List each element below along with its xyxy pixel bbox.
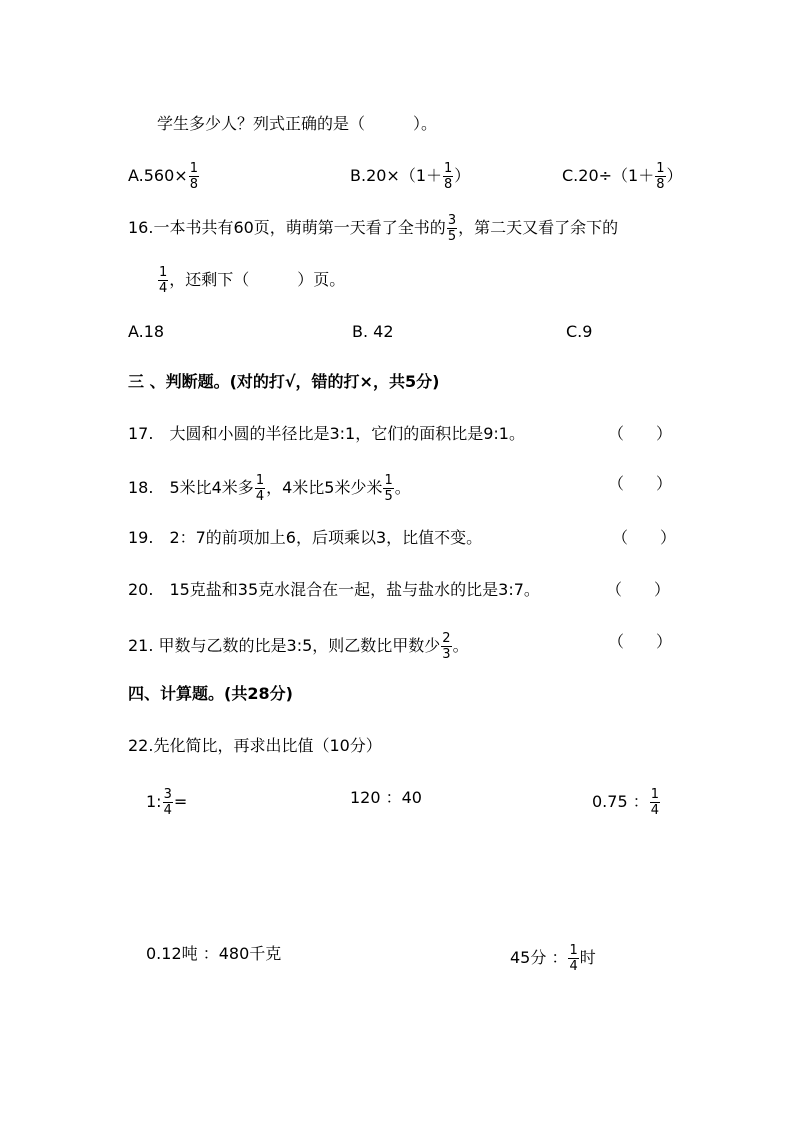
q16-stem-cont [157, 266, 345, 295]
q15-stem: 学生多少人？列式正确的是（ ）。 [157, 114, 438, 133]
fraction: $\frac{1}{8}$ [189, 161, 198, 192]
q16-stem [128, 214, 618, 243]
q18-text-b: ，4米比5米少米 [266, 478, 383, 497]
q16-stem-a: 16.一本书共有60页，萌萌第一天看了全书的 [128, 218, 446, 237]
q18-text-a: 18. 5米比4米多 [128, 478, 254, 497]
q16-stem-c: ，还剩下（ ）页。 [169, 270, 346, 289]
q15-option-c-text: C.20÷（1＋ [562, 166, 655, 185]
fraction: $\frac{1}{5}$ [384, 473, 393, 504]
q15-option-b-text: B.20×（1＋ [350, 166, 443, 185]
q18-end: 。 [394, 478, 411, 497]
q17: 17. 大圆和小圆的半径比是3:1，它们的面积比是9:1。 [128, 424, 525, 443]
q20-answer-paren: （ ） [606, 580, 671, 599]
close-paren: ） [454, 166, 471, 185]
q17-answer-paren: （ ） [608, 424, 673, 443]
fraction: $\frac{3}{5}$ [447, 213, 457, 244]
expr-5-a: 45分 ： [510, 948, 568, 967]
section-3-title: 三 、判断题。(对的打√，错的打×，共5分) [128, 372, 440, 391]
q22-expr-1 [146, 788, 187, 817]
q22-title: 22.先化简比，再求出比值（10分） [128, 736, 382, 755]
expr-1-a: 1: [146, 792, 162, 811]
fraction: $\frac{1}{4}$ [159, 265, 168, 296]
q19-answer-paren: （ ） [612, 528, 677, 547]
q16-option-a: A.18 [128, 322, 165, 341]
q16-option-b: B. 42 [352, 322, 394, 341]
q16-option-c: C.9 [566, 322, 593, 341]
q15-option-a [128, 162, 200, 191]
expr-1-b: = [173, 792, 188, 811]
fraction: $\frac{1}{4}$ [569, 943, 578, 974]
fraction: $\frac{1}{8}$ [444, 161, 453, 192]
q22-expr-4: 0.12吨 ：480千克 [146, 944, 282, 963]
q15-option-c [562, 162, 683, 191]
q18-answer-paren: （ ） [608, 474, 673, 493]
q22-expr-5 [510, 944, 596, 973]
fraction: $\frac{1}{4}$ [255, 473, 265, 504]
q21 [128, 632, 469, 661]
q16-stem-b: ，第二天又看了余下的 [458, 218, 619, 237]
fraction: $\frac{1}{8}$ [656, 161, 665, 192]
q22-expr-2: 120 ：40 [350, 788, 422, 807]
q21-answer-paren: （ ） [608, 632, 673, 651]
expr-5-b: 时 [579, 948, 596, 967]
q20: 20. 15克盐和35克水混合在一起，盐与盐水的比是3:7。 [128, 580, 540, 599]
q19: 19. 2：7的前项加上6，后项乘以3，比值不变。 [128, 528, 483, 547]
q15-option-b [350, 162, 470, 191]
fraction: $\frac{2}{3}$ [442, 631, 451, 662]
q18 [128, 474, 411, 503]
q15-option-a-text: A.560× [128, 166, 188, 185]
q21-end: 。 [452, 636, 469, 655]
expr-3-a: 0.75 ： [592, 792, 649, 811]
section-4-title: 四、计算题。(共28分) [128, 684, 293, 703]
q22-expr-3 [592, 788, 661, 817]
fraction: $\frac{3}{4}$ [163, 787, 172, 818]
close-paren: ） [666, 166, 683, 185]
fraction: $\frac{1}{4}$ [650, 787, 659, 818]
q21-text: 21. 甲数与乙数的比是3:5，则乙数比甲数少 [128, 636, 441, 655]
